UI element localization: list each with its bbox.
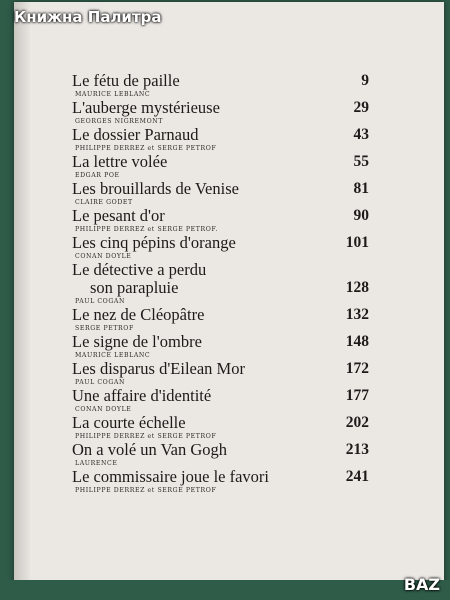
toc-entry-page: 90 <box>353 207 369 224</box>
toc-entry-page: 9 <box>361 72 369 89</box>
toc-entry <box>72 234 369 261</box>
toc-entry-author: MAURICE LEBLANC <box>75 91 151 98</box>
table-of-contents <box>72 72 369 495</box>
toc-entry <box>72 207 369 234</box>
toc-entry-author: CONAN DOYLE <box>75 406 132 413</box>
toc-entry-title: Le signe de l'ombre <box>72 332 202 351</box>
toc-entry-author: MAURICE LEBLANC <box>75 352 151 359</box>
toc-entry-page: 101 <box>345 234 369 251</box>
toc-entry-title: Les brouillards de Venise <box>72 179 239 198</box>
toc-entry <box>72 153 369 180</box>
toc-entry-author: PAUL COGAN <box>75 379 125 386</box>
toc-entry-author: LAURENCE <box>75 460 118 467</box>
toc-entry-page: 29 <box>353 99 369 116</box>
toc-entry-author: PHILIPPE DERREZ et SERGE PETROF <box>75 145 217 152</box>
toc-entry-author: PAUL COGAN <box>75 298 125 305</box>
toc-entry-title: Le nez de Cléopâtre <box>72 305 205 324</box>
toc-entry <box>72 99 369 126</box>
toc-entry-title: Le pesant d'or <box>72 206 165 225</box>
toc-entry-page: 81 <box>353 180 369 197</box>
toc-entry <box>72 441 369 468</box>
toc-entry-author: GEORGES NIGREMONT <box>75 118 163 125</box>
toc-entry-author: CONAN DOYLE <box>75 253 132 260</box>
book-page <box>14 2 444 600</box>
toc-entry-page: 55 <box>353 153 369 170</box>
toc-entry <box>72 387 369 414</box>
toc-entry-page: 177 <box>345 387 369 404</box>
toc-entry-author: CLAIRE GODET <box>75 199 133 206</box>
toc-entry-title: On a volé un Van Gogh <box>72 440 228 459</box>
toc-entry-title: Le dossier Parnaud <box>72 125 199 144</box>
toc-entry <box>72 333 369 360</box>
toc-entry-title: Le commissaire joue le favori <box>72 467 270 486</box>
toc-entry-title: La courte échelle <box>72 413 186 432</box>
toc-entry-page: 213 <box>345 441 369 458</box>
toc-entry-title-line2: son parapluie <box>90 278 179 297</box>
toc-entry <box>72 180 369 207</box>
toc-entry-page: 148 <box>345 333 369 350</box>
toc-entry-title: Le fétu de paille <box>72 71 180 90</box>
toc-entry <box>72 126 369 153</box>
toc-entry <box>72 306 369 333</box>
toc-entry-title: La lettre volée <box>72 152 168 171</box>
toc-entry-title: Une affaire d'identité <box>72 386 212 405</box>
toc-entry <box>72 72 369 99</box>
toc-entry-page: 202 <box>345 414 369 431</box>
toc-entry-title-line1: Le détective a perdu <box>72 260 207 279</box>
toc-entry <box>72 360 369 387</box>
toc-entry-page: 241 <box>345 468 369 485</box>
toc-entry-title: Les cinq pépins d'orange <box>72 233 236 252</box>
toc-entry-author: PHILIPPE DERREZ et SERGE PETROF <box>75 433 217 440</box>
toc-entry <box>72 414 369 441</box>
toc-entry-author: EDGAR POE <box>75 172 120 179</box>
toc-entry-page: 132 <box>345 306 369 323</box>
store-watermark: Книжна Палитра <box>14 8 162 26</box>
toc-entry-title: Les disparus d'Eilean Mor <box>72 359 245 378</box>
toc-entry-page: 128 <box>345 279 369 296</box>
toc-entry-title: L'auberge mystérieuse <box>72 98 220 117</box>
toc-entry <box>72 261 369 306</box>
toc-entry-author: PHILIPPE DERREZ et SERGE PETROF <box>75 487 217 494</box>
toc-entry <box>72 468 369 495</box>
background-strip <box>0 580 450 600</box>
toc-entry-page: 43 <box>353 126 369 143</box>
toc-entry-author: PHILIPPE DERREZ et SERGE PETROF. <box>75 226 218 233</box>
toc-entry-author: SERGE PETROF <box>75 325 134 332</box>
toc-entry-page: 172 <box>345 360 369 377</box>
marketplace-logo: BAZ <box>403 575 440 594</box>
page-gutter <box>14 2 30 600</box>
